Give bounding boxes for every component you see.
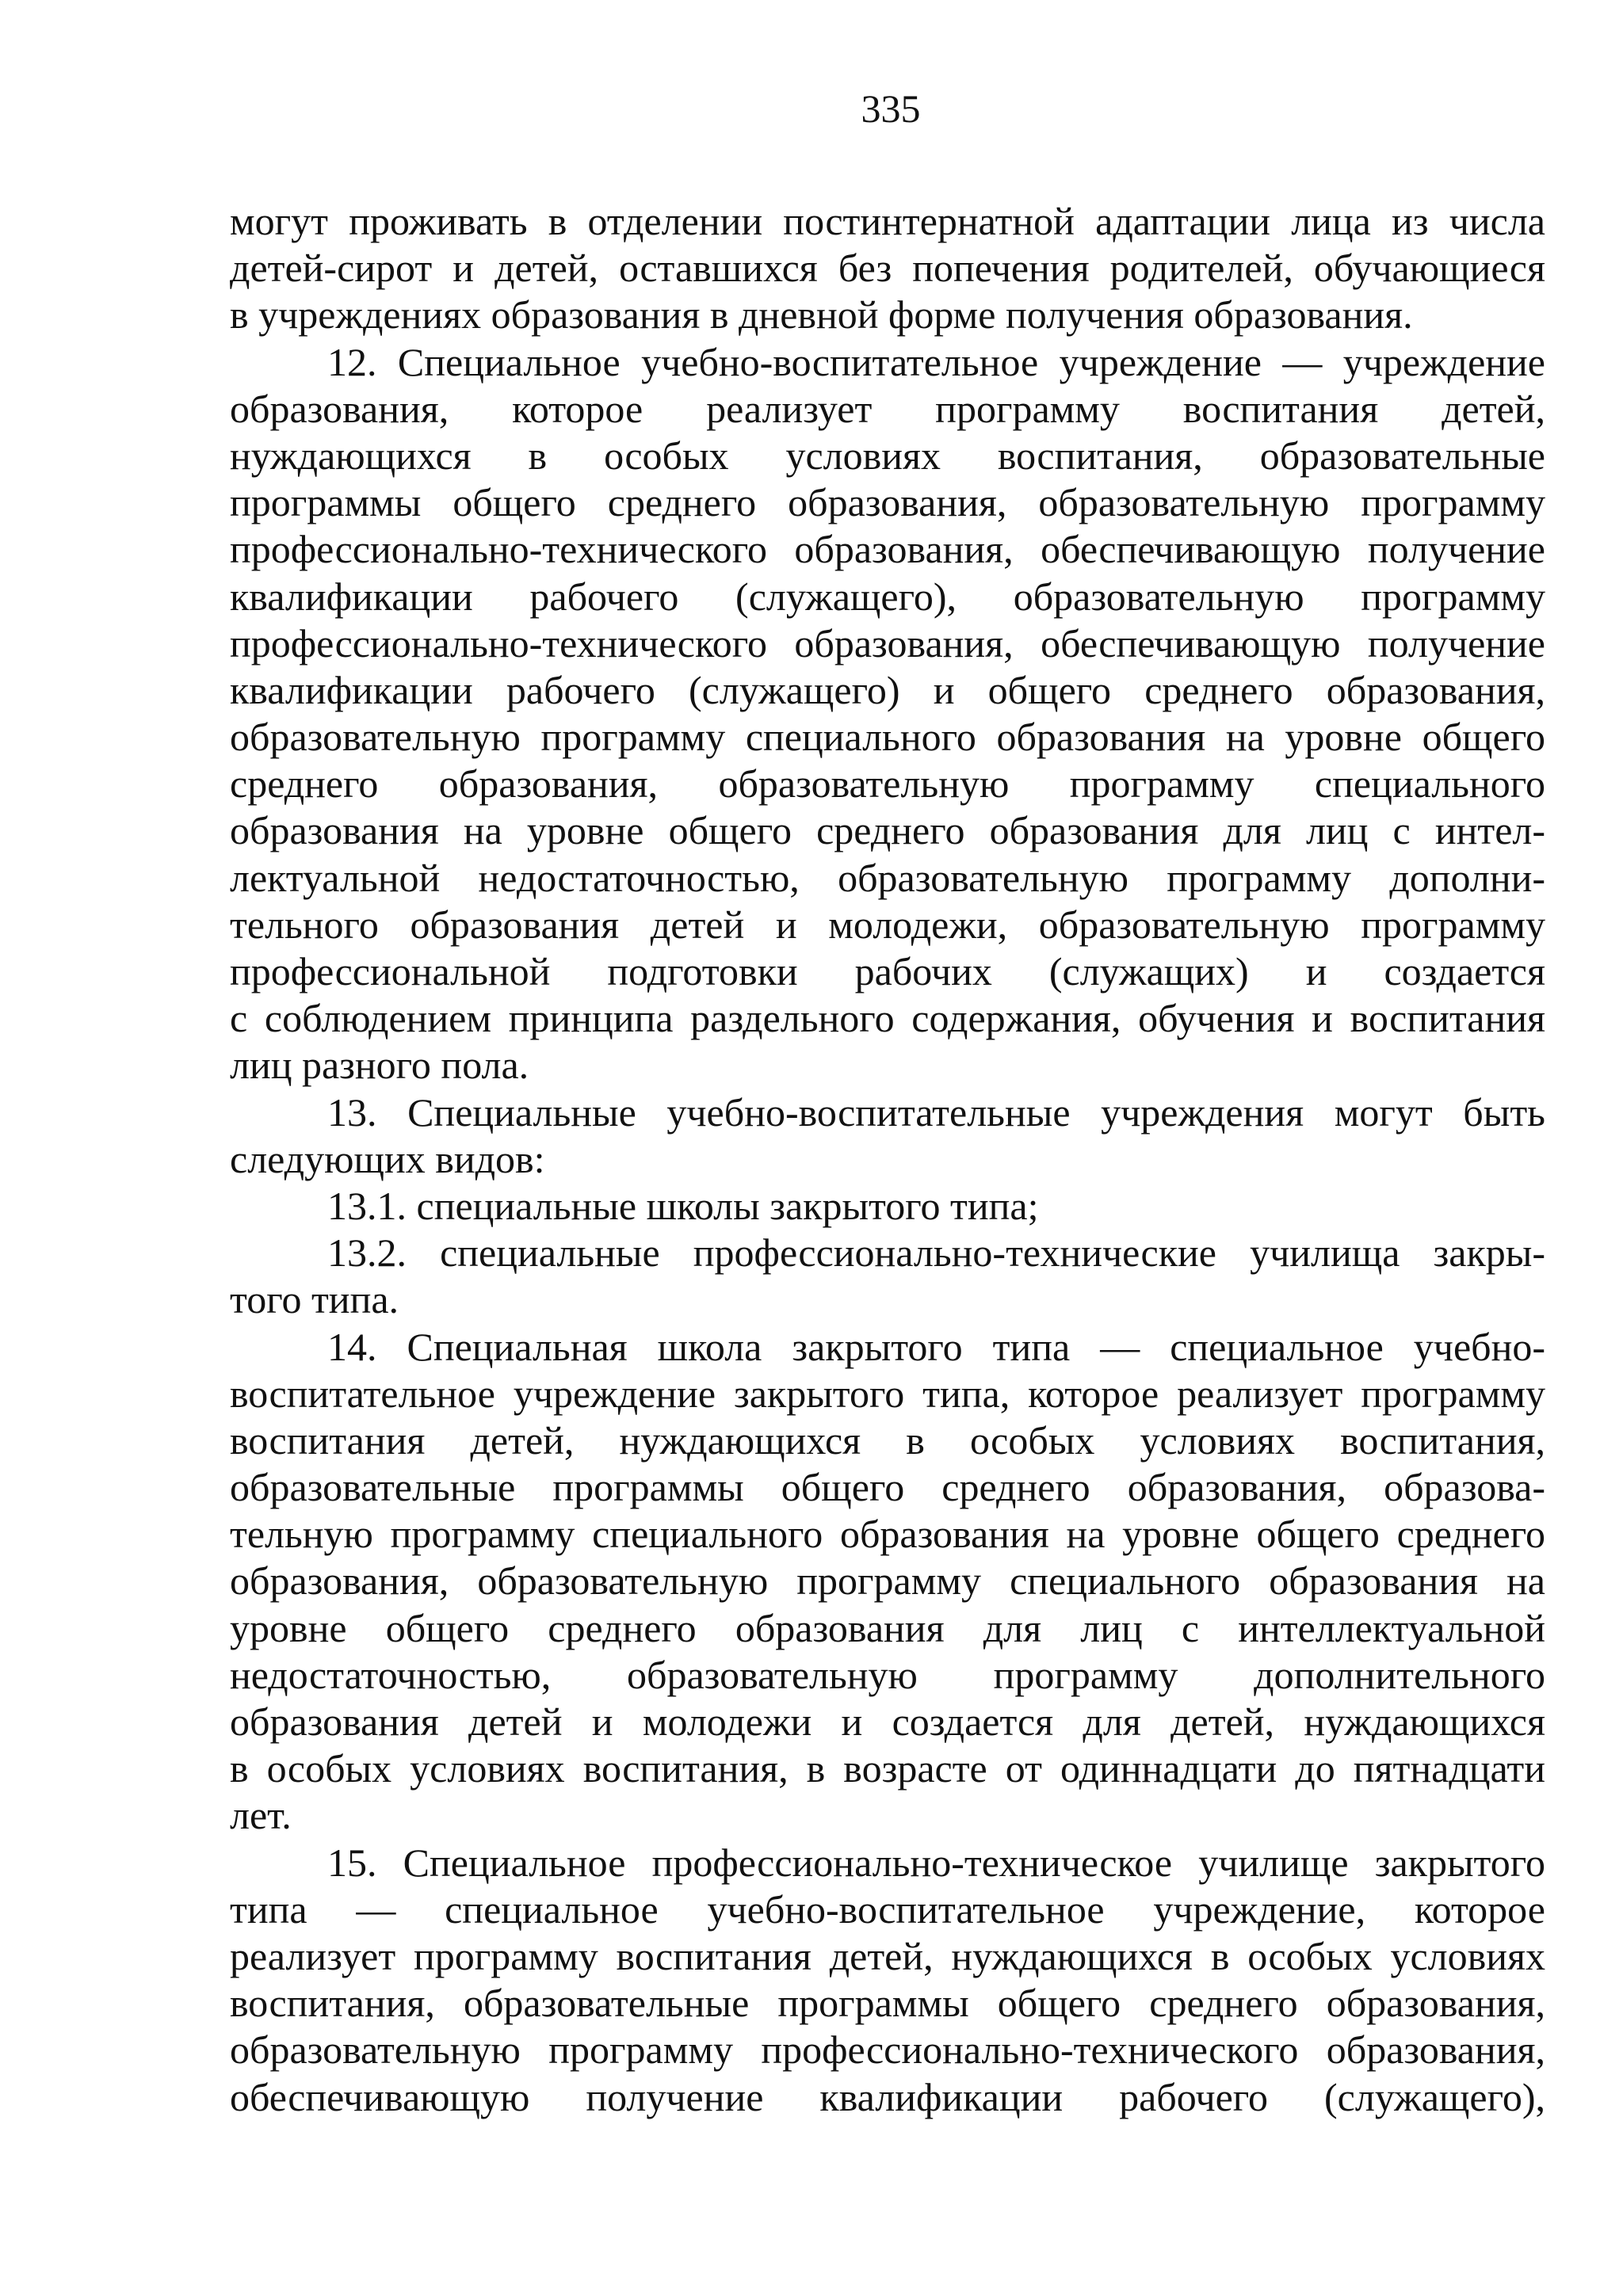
body-text bbox=[230, 198, 1545, 2121]
text-line: детей-сирот и детей, оставшихся без попечения родителей, обучающиеся bbox=[230, 246, 1545, 291]
text-line: среднего образования, образовательную программу специального bbox=[230, 761, 1545, 807]
text-line: профессионально-технического образования, обеспечивающую получение bbox=[230, 527, 1545, 572]
text-line: программы общего среднего образования, образовательную программу bbox=[230, 480, 1545, 525]
text-line: следующих видов: bbox=[230, 1136, 545, 1181]
text-line: типа — специальное учебно-воспитательное учреждение, которое bbox=[230, 1886, 1545, 1932]
text-line: лектуальной недостаточностью, образовательную программу дополни- bbox=[230, 855, 1545, 900]
text-line: квалификации рабочего (служащего) и общего среднего образования, bbox=[230, 667, 1545, 712]
text-line: образования детей и молодежи и создается для детей, нуждающихся bbox=[230, 1699, 1545, 1744]
text-line: 12. Специальное учебно-воспитательное учреждение — учреждение bbox=[327, 339, 1545, 384]
text-line: профессиональной подготовки рабочих (служащих) и создается bbox=[230, 949, 1545, 994]
text-line: 13.1. специальные школы закрытого типа; bbox=[327, 1183, 1039, 1228]
text-line: образовательные программы общего среднего образования, образова- bbox=[230, 1465, 1545, 1510]
text-line: квалификации рабочего (служащего), образовательную программу bbox=[230, 574, 1545, 619]
text-line: профессионально-технического образования, обеспечивающую получение bbox=[230, 620, 1545, 666]
text-line: в особых условиях воспитания, в возрасте от одиннадцати до пятнадцати bbox=[230, 1746, 1545, 1791]
text-line: образования на уровне общего среднего образования для лиц с интел- bbox=[230, 808, 1545, 853]
text-line: образования, которое реализует программу воспитания детей, bbox=[230, 386, 1545, 431]
text-line: уровне общего среднего образования для лиц с интеллектуальной bbox=[230, 1605, 1545, 1650]
text-line: 15. Специальное профессионально-техническое училище закрытого bbox=[327, 1840, 1545, 1885]
text-line: 13.2. специальные профессионально-технические училища закры- bbox=[327, 1230, 1545, 1276]
text-line: нуждающихся в особых условиях воспитания, образовательные bbox=[230, 433, 1545, 478]
text-line: образовательную программу профессионально-технического образования, bbox=[230, 2027, 1545, 2073]
text-line: тельного образования детей и молодежи, образовательную программу bbox=[230, 902, 1545, 947]
text-line: тельную программу специального образования на уровне общего среднего bbox=[230, 1512, 1545, 1557]
page-number: 335 bbox=[861, 86, 921, 131]
text-line: того типа. bbox=[230, 1277, 399, 1322]
text-line: образовательную программу специального образования на уровне общего bbox=[230, 715, 1545, 760]
text-line: обеспечивающую получение квалификации рабочего (служащего), bbox=[230, 2074, 1545, 2119]
text-line: 14. Специальная школа закрытого типа — специальное учебно- bbox=[327, 1324, 1545, 1369]
text-line: реализует программу воспитания детей, нуждающихся в особых условиях bbox=[230, 1933, 1545, 1978]
text-line: воспитания детей, нуждающихся в особых условиях воспитания, bbox=[230, 1417, 1545, 1463]
text-line: воспитания, образовательные программы общего среднего образования, bbox=[230, 1981, 1545, 2026]
text-line: 13. Специальные учебно-воспитательные учреждения могут быть bbox=[327, 1089, 1545, 1135]
text-line: образования, образовательную программу специального образования на bbox=[230, 1558, 1545, 1604]
text-line: недостаточностью, образовательную программу дополнительного bbox=[230, 1652, 1545, 1697]
text-line: лет. bbox=[230, 1793, 292, 1838]
text-line: с соблюдением принципа раздельного содержания, обучения и воспитания bbox=[230, 996, 1545, 1041]
text-line: в учреждениях образования в дневной форме получения образования. bbox=[230, 292, 1413, 338]
text-line: лиц разного пола. bbox=[230, 1043, 529, 1088]
text-line: могут проживать в отделении постинтернатной адаптации лица из числа bbox=[230, 199, 1545, 243]
text-line: воспитательное учреждение закрытого типа, которое реализует программу bbox=[230, 1371, 1545, 1416]
